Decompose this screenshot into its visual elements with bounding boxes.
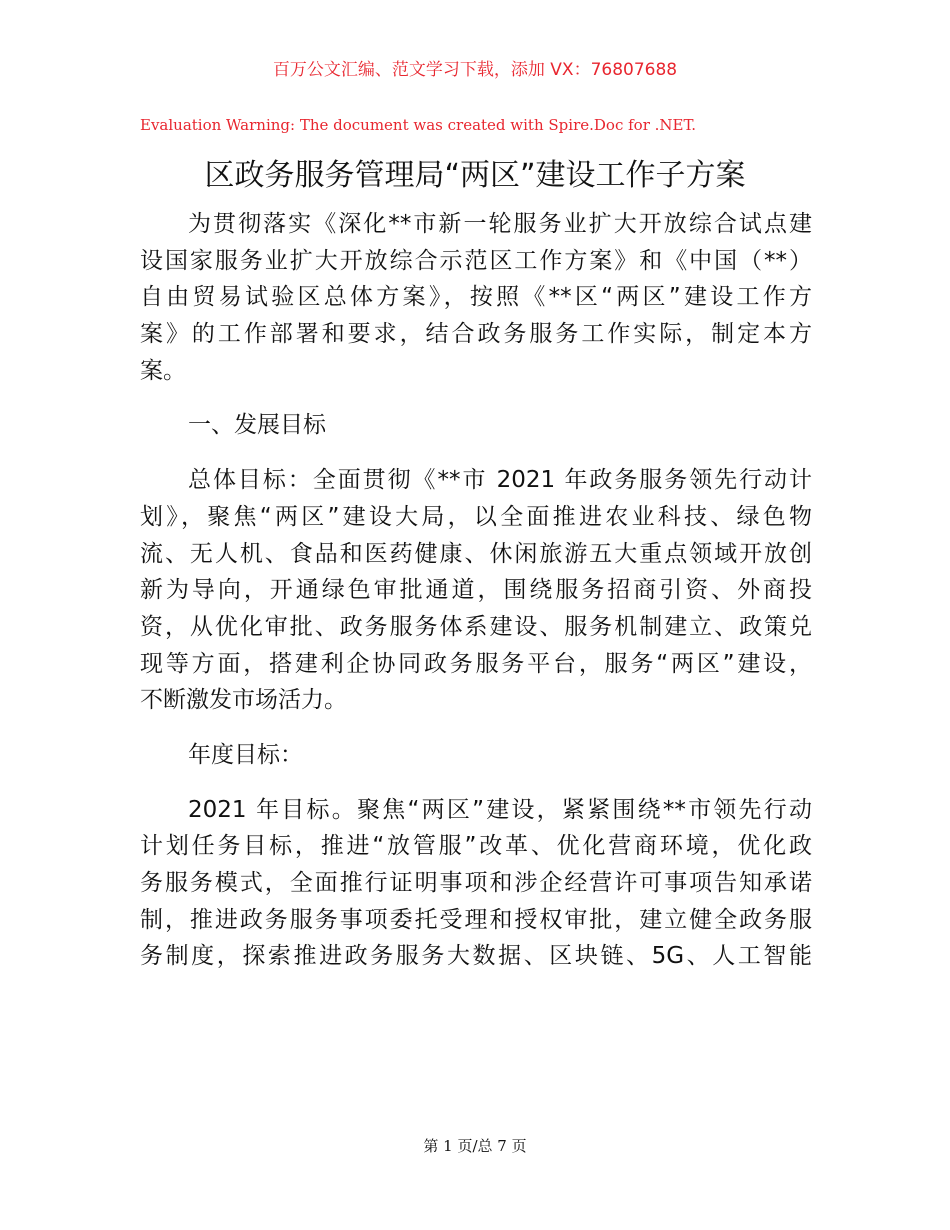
text-line: 划》，聚焦“两区”建设大局，以全面推进农业科技、绿色物 [140,503,812,530]
text-line: 2021 年目标。聚焦“两区”建设，紧紧围绕**市领先行动 [188,796,812,823]
text-line: 为贯彻落实《深化**市新一轮服务业扩大开放综合试点建 [188,211,812,237]
text-line: 自由贸易试验区总体方案》，按照《**区“两区”建设工作方 [140,284,812,311]
paragraph-overall-goal [140,462,812,719]
section-heading: 一、发展目标 [188,412,326,439]
text-line: 现等方面，搭建利企协同政务服务平台，服务“两区”建设， [140,650,812,677]
promo-banner: 百万公文汇编、范文学习下载，添加 VX：76807688 [272,60,678,80]
text-line: 计划任务目标，推进“放管服”改革、优化营商环境，优化政 [140,833,812,860]
text-line: 流、无人机、食品和医药健康、休闲旅游五大重点领域开放创 [140,540,812,567]
evaluation-warning: Evaluation Warning: The document was created with Spire.Doc for .NET. [140,116,697,134]
text-line: 案。 [140,357,186,384]
text-line: 案》的工作部署和要求，结合政务服务工作实际，制定本方 [140,321,812,348]
text-line: 不断激发市场活力。 [140,687,347,714]
text-line: 制，推进政务服务事项委托受理和授权审批，建立健全政务服 [140,906,812,933]
document-body [140,206,812,975]
text-line: 务服务模式，全面推行证明事项和涉企经营许可事项告知承诺 [140,870,812,896]
text-line: 总体目标：全面贯彻《**市 2021 年政务服务领先行动计 [188,467,812,494]
page-number: 第 1 页/总 7 页 [423,1137,527,1155]
paragraph-intro [140,206,812,389]
text-line: 设国家服务业扩大开放综合示范区工作方案》和《中国（**） [140,247,812,274]
text-line: 新为导向，开通绿色审批通道，围绕服务招商引资、外商投 [140,577,812,604]
text-line: 务制度，探索推进政务服务大数据、区块链、5G、人工智能 [140,943,812,970]
text-line: 资，从优化审批、政务服务体系建设、服务机制建立、政策兑 [140,613,812,640]
annual-goal-heading: 年度目标： [188,741,303,768]
document-title: 区政务服务管理局“两区”建设工作子方案 [204,158,746,193]
paragraph-2021-goal [140,792,812,975]
